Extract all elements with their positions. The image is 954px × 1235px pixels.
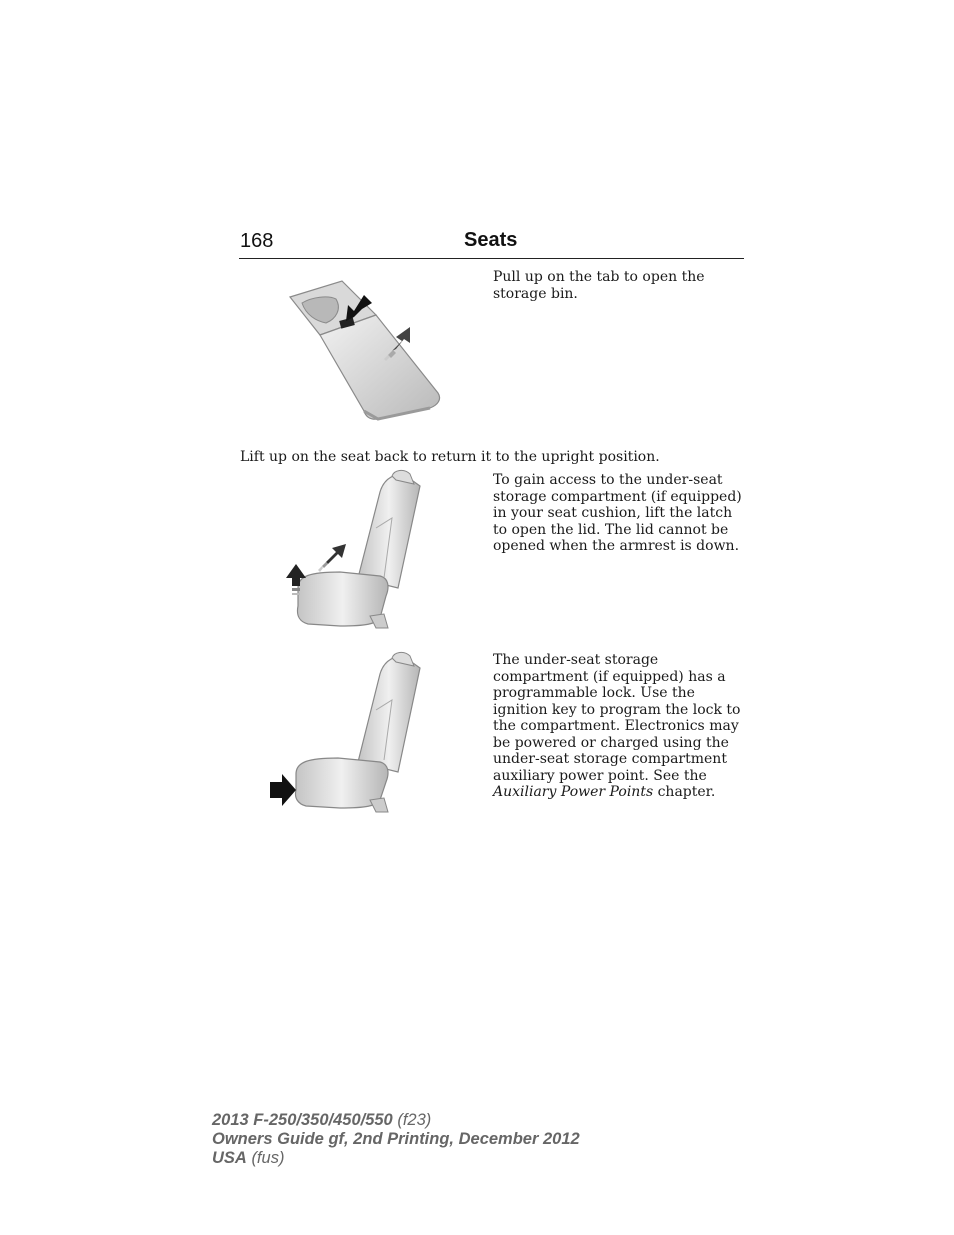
footer-market-line [212,1149,580,1168]
arrow-right-icon [270,774,296,806]
page-footer [212,1111,580,1168]
section-title: Seats [464,229,518,251]
page-header [239,228,744,259]
footer-guide: Owners Guide gf, 2nd Printing, December 2012 [212,1130,580,1148]
footer-market-code: (fus) [251,1149,285,1167]
bin-instruction: Pull up on the tab to open the storage bin. [493,269,705,302]
seat-power-point-illustration [268,650,428,820]
power-points-reference: Auxiliary Power Points [493,784,654,800]
page-number: 168 [240,230,274,252]
lock-text-end: chapter. [657,784,716,800]
seatback-instruction: Lift up on the seat back to return it to the upright position. [240,449,660,465]
footer-model-line [212,1111,580,1130]
underseat-instruction: To gain access to the under-seat storage compartment (if equipped) in your seat cushion, lift the latch to open the lid. The lid cannot be opened when the armrest is down. [493,472,742,554]
footer-model: 2013 F-250/350/450/550 [212,1111,393,1129]
footer-model-code: (f23) [397,1111,432,1129]
storage-bin-illustration [280,275,450,425]
arrow-up-right-icon [318,544,346,572]
seat-latch-illustration [280,468,430,638]
lock-text: The under-seat storage compartment (if equipped) has a programmable lock. Use the ignition key to program the lock to the compartment. Electronics may be powered or charged using the under-seat storage compartment auxiliary power point. See the [493,652,741,784]
footer-guide-line [212,1130,580,1149]
footer-market: USA [212,1149,247,1167]
lock-instruction [493,652,745,801]
